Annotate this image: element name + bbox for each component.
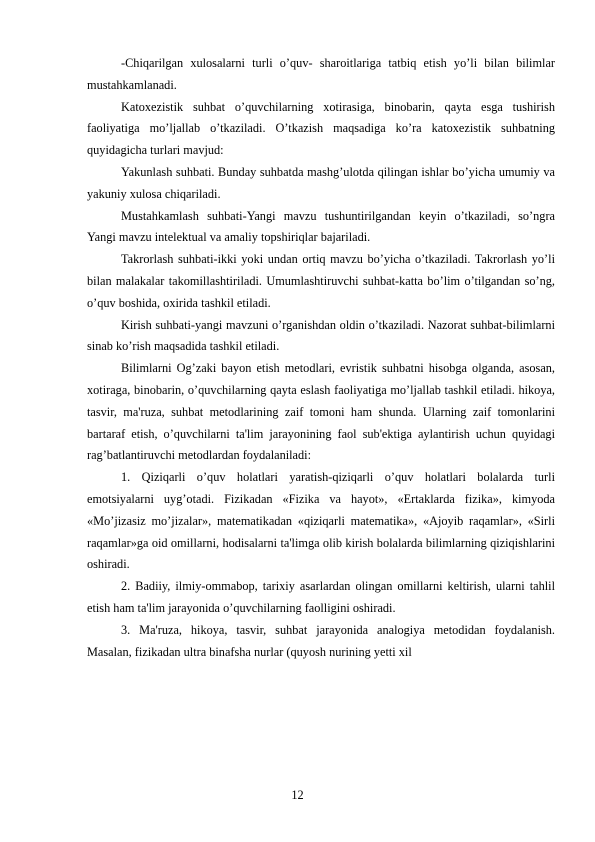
page-number: 12 bbox=[291, 788, 304, 802]
paragraph-oral-methods: Bilimlarni Og’zaki bayon etish metodlari, evristik suhbatni hisobga olganda, asosan, xotiraga, binobarin, o’quvchilarning qayta eslash faoliyatiga mo’ljallab tashkil etiladi. hikoya, tasvir, ma'ruza, suhbat metodlarining zaif tomoni ham shunda. Ularning zaif tomonlarini bartaraf etish, o’quvchilarni ta'lim jarayonining faol sub'ektiga aylantirish uchun quyidagi rag’batlantiruvchi metodlardan foydalaniladi: bbox=[87, 361, 555, 463]
paragraph-yakunlash: Yakunlash suhbati. Bunday suhbatda mashg’ulotda qilingan ishlar bo’yicha umumiy va yakuniy xulosa chiqariladi. bbox=[87, 164, 555, 201]
paragraph-item-3: 3. Ma'ruza, hikoya, tasvir, suhbat jarayonida analogiya metodidan foydalanish. Masalan, fizikadan ultra binafsha nurlar (quyosh nurining yetti xil bbox=[87, 622, 555, 659]
body-text bbox=[87, 53, 555, 663]
paragraph-conclusions: -Chiqarilgan xulosalarni turli o’quv- sharoitlariga tatbiq etish yo’li bilan bilimlar mustahkamlanadi. bbox=[87, 56, 555, 92]
paragraph-kirish: Kirish suhbati-yangi mavzuni o’rganishdan oldin o’tkaziladi. Nazorat suhbat-bilimlarni sinab ko’rish maqsadida tashkil etiladi. bbox=[87, 317, 555, 354]
paragraph-katoxezistik-intro: Katoxezistik suhbat o’quvchilarning xotirasiga, binobarin, qayta esga tushirish faoliyatiga mo’ljallab o’tkaziladi. O’tkazish maqsadiga ko’ra katoxezistik suhbatning quyidagicha turlari mavjud: bbox=[87, 99, 555, 158]
paragraph-item-2: 2. Badiiy, ilmiy-ommabop, tarixiy asarlardan olingan omillarni keltirish, ularni tahlil etish ham ta'lim jarayonida o’quvchilarning faolligini oshiradi. bbox=[87, 579, 555, 615]
paragraph-takrorlash: Takrorlash suhbati-ikki yoki undan ortiq mavzu bo’yicha o’tkaziladi. Takrorlash yo’li bilan malakalar takomillashtiriladi. Umumlashtiruvchi suhbat-katta bo’lim o’tilgandan so’ng, o’quv boshida, oxirida tashkil etiladi. bbox=[87, 252, 555, 310]
paragraph-item-1: 1. Qiziqarli o’quv holatlari yaratish-qiziqarli o’quv holatlari bolalarda turli emotsiyalarni uyg’otadi. Fizikadan «Fizika va hayot», «Ertaklarda fizika», kimyoda «Mo’jizasiz mo’jizalar», matematikadan «qiziqarli matematika», «Ajoyib raqamlar», «Sirli raqamlar»ga oid omillarni, hodisalarni ta'limga olib kirish bolalarda bilimlarning qiziqishlarini oshiradi. bbox=[87, 470, 555, 572]
paragraph-mustahkamlash: Mustahkamlash suhbati-Yangi mavzu tushuntirilgandan keyin o’tkaziladi, so’ngra Yangi mavzu intelektual va amaliy topshiriqlar bajariladi. bbox=[87, 208, 555, 245]
